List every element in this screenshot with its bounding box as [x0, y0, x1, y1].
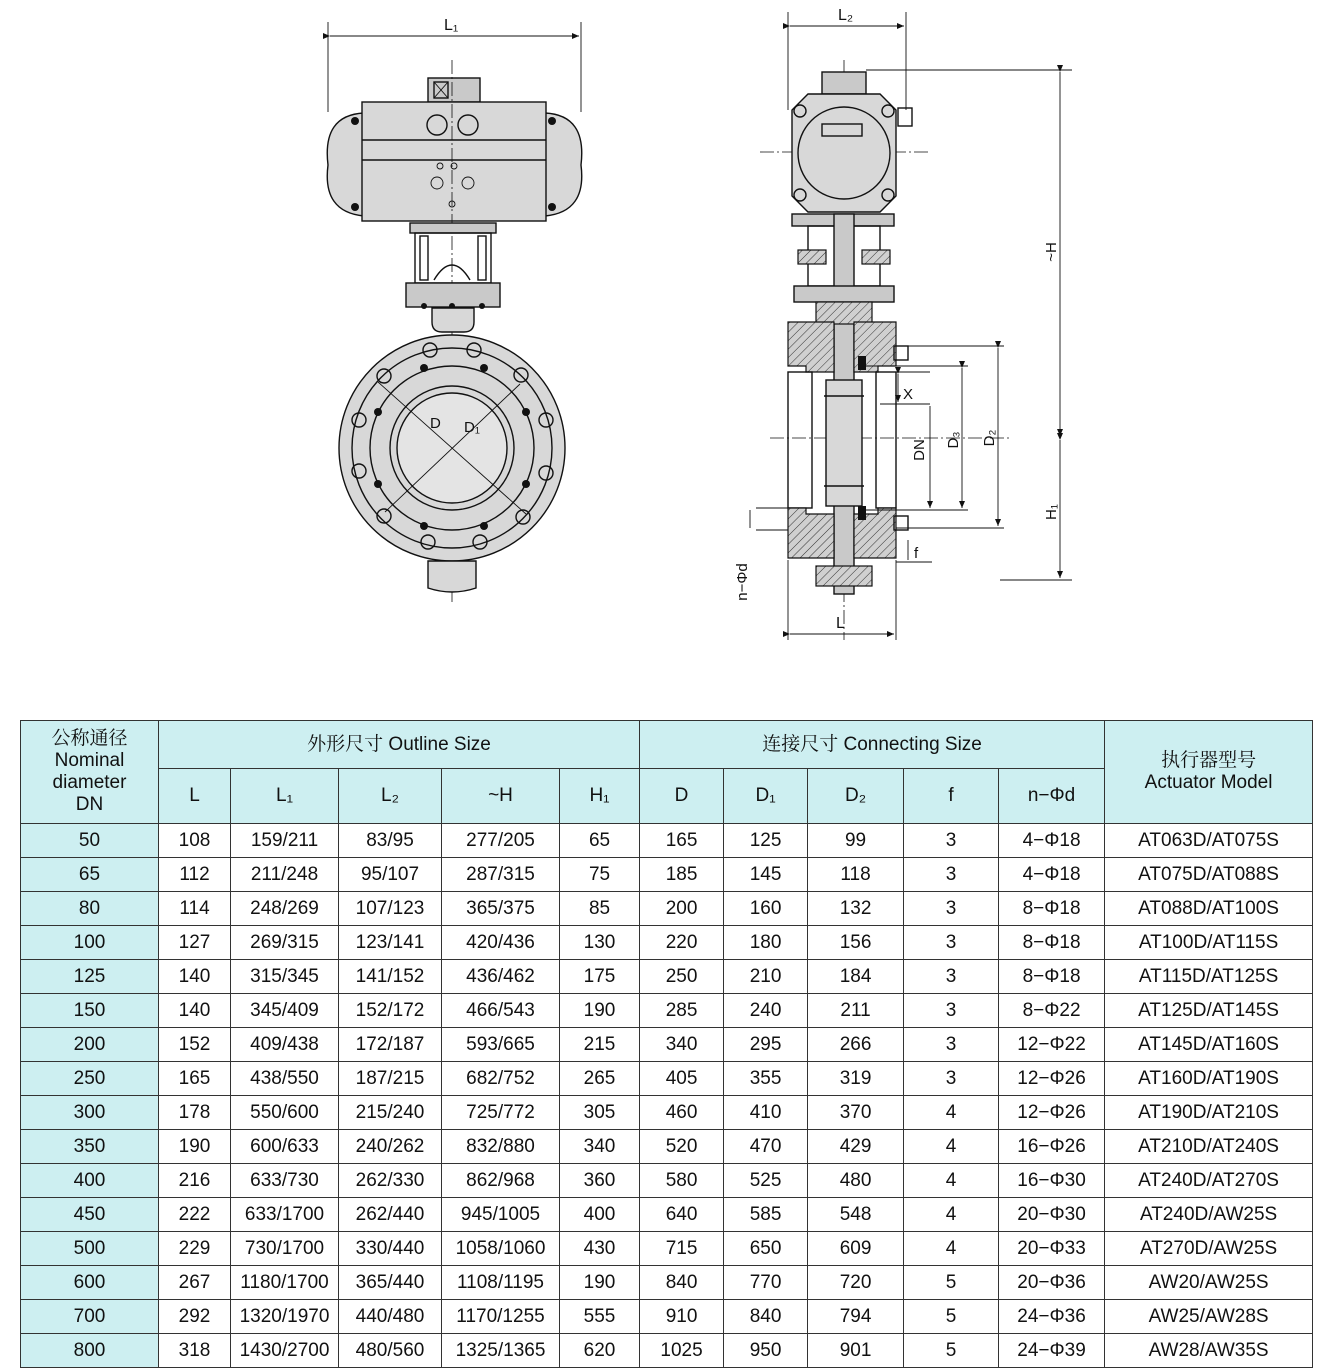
table-row: [21, 1300, 1313, 1334]
column-header-h: ~H: [442, 769, 560, 824]
cell-h1: 360: [560, 1164, 640, 1198]
cell-l2: 215/240: [339, 1096, 442, 1130]
cell-l: 127: [159, 926, 231, 960]
cell-d: 220: [640, 926, 724, 960]
dimension-spec-table: [20, 720, 1313, 1368]
cell-l2: 330/440: [339, 1232, 442, 1266]
cell-d: 910: [640, 1300, 724, 1334]
cell-n-phi-d: 12−Φ26: [999, 1096, 1105, 1130]
cell-d1: 240: [724, 994, 808, 1028]
cell-f: 4: [904, 1198, 999, 1232]
header-nominal-diameter: 公称通径 Nominal diameter DN: [21, 721, 159, 824]
cell-h1: 555: [560, 1300, 640, 1334]
cell-l: 216: [159, 1164, 231, 1198]
cell-actuator-model: AT145D/AT160S: [1105, 1028, 1313, 1062]
cell-actuator-model: AT240D/AW25S: [1105, 1198, 1313, 1232]
cell-dn: 50: [21, 824, 159, 858]
table-row: [21, 1096, 1313, 1130]
cell-h: 365/375: [442, 892, 560, 926]
cell-d: 460: [640, 1096, 724, 1130]
cell-dn: 350: [21, 1130, 159, 1164]
cell-d1: 295: [724, 1028, 808, 1062]
dim-label-l2: L₂: [838, 7, 854, 24]
cell-actuator-model: AT115D/AT125S: [1105, 960, 1313, 994]
cell-h: 725/772: [442, 1096, 560, 1130]
dim-label-dn: DN: [911, 439, 928, 461]
cell-l: 267: [159, 1266, 231, 1300]
cell-dn: 400: [21, 1164, 159, 1198]
cell-d: 520: [640, 1130, 724, 1164]
dim-label-l1: L₁: [444, 17, 459, 34]
dim-label-f: f: [914, 545, 919, 562]
cell-l1: 315/345: [231, 960, 339, 994]
cell-dn: 200: [21, 1028, 159, 1062]
table-row: [21, 994, 1313, 1028]
cell-d2: 184: [808, 960, 904, 994]
cell-n-phi-d: 24−Φ39: [999, 1334, 1105, 1368]
cell-h1: 65: [560, 824, 640, 858]
cell-l2: 123/141: [339, 926, 442, 960]
cell-h: 945/1005: [442, 1198, 560, 1232]
cell-d1: 125: [724, 824, 808, 858]
cell-d: 640: [640, 1198, 724, 1232]
cell-f: 3: [904, 824, 999, 858]
table-row: [21, 892, 1313, 926]
dim-label-nd: n−Φd: [734, 563, 751, 601]
cell-dn: 300: [21, 1096, 159, 1130]
cell-h: 832/880: [442, 1130, 560, 1164]
cell-n-phi-d: 8−Φ18: [999, 892, 1105, 926]
cell-l2: 262/440: [339, 1198, 442, 1232]
cell-actuator-model: AT088D/AT100S: [1105, 892, 1313, 926]
cell-actuator-model: AW20/AW25S: [1105, 1266, 1313, 1300]
cell-l: 140: [159, 994, 231, 1028]
dim-label-x: X: [903, 386, 914, 403]
cell-dn: 450: [21, 1198, 159, 1232]
cell-f: 5: [904, 1300, 999, 1334]
cell-d2: 266: [808, 1028, 904, 1062]
cell-h1: 175: [560, 960, 640, 994]
cell-d2: 901: [808, 1334, 904, 1368]
cell-n-phi-d: 16−Φ26: [999, 1130, 1105, 1164]
cell-l: 318: [159, 1334, 231, 1368]
cell-d: 1025: [640, 1334, 724, 1368]
cell-h: 1170/1255: [442, 1300, 560, 1334]
cell-l1: 633/1700: [231, 1198, 339, 1232]
cell-l2: 141/152: [339, 960, 442, 994]
column-header-d2: D₂: [808, 769, 904, 824]
cell-d2: 156: [808, 926, 904, 960]
cell-d2: 132: [808, 892, 904, 926]
cell-l2: 440/480: [339, 1300, 442, 1334]
cell-n-phi-d: 8−Φ18: [999, 960, 1105, 994]
column-header-l1: L₁: [231, 769, 339, 824]
cell-d2: 211: [808, 994, 904, 1028]
cell-h1: 340: [560, 1130, 640, 1164]
cell-d2: 370: [808, 1096, 904, 1130]
table-row: [21, 1198, 1313, 1232]
cell-h: 682/752: [442, 1062, 560, 1096]
table-row: [21, 960, 1313, 994]
cell-l2: 172/187: [339, 1028, 442, 1062]
dim-label-d1: D₁: [464, 419, 480, 436]
cell-dn: 100: [21, 926, 159, 960]
cell-l: 152: [159, 1028, 231, 1062]
cell-n-phi-d: 24−Φ36: [999, 1300, 1105, 1334]
cell-l1: 1180/1700: [231, 1266, 339, 1300]
cell-h1: 75: [560, 858, 640, 892]
cell-d1: 160: [724, 892, 808, 926]
cell-h1: 265: [560, 1062, 640, 1096]
cell-d: 405: [640, 1062, 724, 1096]
column-header-d1: D₁: [724, 769, 808, 824]
header-connecting-size: 连接尺寸 Connecting Size: [640, 721, 1105, 769]
cell-n-phi-d: 12−Φ26: [999, 1062, 1105, 1096]
cell-d2: 720: [808, 1266, 904, 1300]
cell-l1: 1430/2700: [231, 1334, 339, 1368]
cell-d: 185: [640, 858, 724, 892]
header-actuator-model: 执行器型号 Actuator Model: [1105, 721, 1313, 824]
cell-l: 178: [159, 1096, 231, 1130]
cell-h1: 430: [560, 1232, 640, 1266]
cell-h1: 190: [560, 1266, 640, 1300]
cell-l: 165: [159, 1062, 231, 1096]
cell-dn: 700: [21, 1300, 159, 1334]
cell-f: 5: [904, 1266, 999, 1300]
cell-l2: 365/440: [339, 1266, 442, 1300]
cell-l: 292: [159, 1300, 231, 1334]
column-header-n-phi-d: n−Φd: [999, 769, 1105, 824]
cell-n-phi-d: 8−Φ22: [999, 994, 1105, 1028]
cell-dn: 150: [21, 994, 159, 1028]
column-header-h1: H₁: [560, 769, 640, 824]
cell-d: 250: [640, 960, 724, 994]
cell-l2: 262/330: [339, 1164, 442, 1198]
table-row: [21, 1164, 1313, 1198]
cell-f: 4: [904, 1232, 999, 1266]
dim-label-h1: H₁: [1043, 504, 1060, 520]
cell-d2: 609: [808, 1232, 904, 1266]
cell-actuator-model: AW25/AW28S: [1105, 1300, 1313, 1334]
cell-h: 1325/1365: [442, 1334, 560, 1368]
cell-l: 190: [159, 1130, 231, 1164]
cell-dn: 125: [21, 960, 159, 994]
cell-f: 3: [904, 960, 999, 994]
cell-actuator-model: AT100D/AT115S: [1105, 926, 1313, 960]
cell-l: 114: [159, 892, 231, 926]
cell-d2: 548: [808, 1198, 904, 1232]
cell-l1: 409/438: [231, 1028, 339, 1062]
cell-f: 3: [904, 858, 999, 892]
cell-h: 1108/1195: [442, 1266, 560, 1300]
dim-label-h: ~H: [1043, 242, 1060, 262]
front-view: [327, 17, 582, 605]
cell-l1: 730/1700: [231, 1232, 339, 1266]
cell-d1: 770: [724, 1266, 808, 1300]
table-row: [21, 824, 1313, 858]
cell-l: 222: [159, 1198, 231, 1232]
cell-f: 3: [904, 892, 999, 926]
dim-label-d: D: [430, 415, 441, 432]
cell-h1: 190: [560, 994, 640, 1028]
cell-l1: 248/269: [231, 892, 339, 926]
cell-f: 4: [904, 1164, 999, 1198]
table-row: [21, 1334, 1313, 1368]
side-view: [734, 7, 1072, 640]
column-header-l2: L₂: [339, 769, 442, 824]
cell-h1: 215: [560, 1028, 640, 1062]
column-header-l: L: [159, 769, 231, 824]
cell-f: 3: [904, 1062, 999, 1096]
cell-l1: 159/211: [231, 824, 339, 858]
cell-h: 277/205: [442, 824, 560, 858]
cell-l1: 600/633: [231, 1130, 339, 1164]
cell-h1: 620: [560, 1334, 640, 1368]
cell-l2: 187/215: [339, 1062, 442, 1096]
table-body: [21, 824, 1313, 1368]
header-outline-size: 外形尺寸 Outline Size: [159, 721, 640, 769]
cell-d2: 794: [808, 1300, 904, 1334]
cell-d1: 180: [724, 926, 808, 960]
cell-dn: 80: [21, 892, 159, 926]
cell-h1: 85: [560, 892, 640, 926]
cell-d2: 429: [808, 1130, 904, 1164]
cell-d1: 355: [724, 1062, 808, 1096]
cell-n-phi-d: 12−Φ22: [999, 1028, 1105, 1062]
cell-h1: 305: [560, 1096, 640, 1130]
cell-d: 165: [640, 824, 724, 858]
cell-l2: 83/95: [339, 824, 442, 858]
cell-d2: 319: [808, 1062, 904, 1096]
cell-n-phi-d: 20−Φ33: [999, 1232, 1105, 1266]
cell-n-phi-d: 4−Φ18: [999, 824, 1105, 858]
cell-dn: 500: [21, 1232, 159, 1266]
cell-n-phi-d: 8−Φ18: [999, 926, 1105, 960]
cell-d: 840: [640, 1266, 724, 1300]
cell-l1: 269/315: [231, 926, 339, 960]
cell-n-phi-d: 20−Φ36: [999, 1266, 1105, 1300]
cell-n-phi-d: 4−Φ18: [999, 858, 1105, 892]
table-row: [21, 1232, 1313, 1266]
cell-d: 200: [640, 892, 724, 926]
cell-h: 1058/1060: [442, 1232, 560, 1266]
cell-l2: 480/560: [339, 1334, 442, 1368]
cell-dn: 800: [21, 1334, 159, 1368]
cell-d1: 840: [724, 1300, 808, 1334]
cell-dn: 600: [21, 1266, 159, 1300]
cell-f: 5: [904, 1334, 999, 1368]
cell-l: 108: [159, 824, 231, 858]
cell-actuator-model: AW28/AW35S: [1105, 1334, 1313, 1368]
cell-actuator-model: AT270D/AW25S: [1105, 1232, 1313, 1266]
cell-d1: 525: [724, 1164, 808, 1198]
cell-d1: 585: [724, 1198, 808, 1232]
cell-d1: 210: [724, 960, 808, 994]
cell-h: 436/462: [442, 960, 560, 994]
cell-l2: 107/123: [339, 892, 442, 926]
cell-h: 593/665: [442, 1028, 560, 1062]
cell-n-phi-d: 20−Φ30: [999, 1198, 1105, 1232]
cell-f: 3: [904, 994, 999, 1028]
column-header-f: f: [904, 769, 999, 824]
table-row: [21, 1028, 1313, 1062]
cell-f: 4: [904, 1130, 999, 1164]
cell-d2: 118: [808, 858, 904, 892]
cell-l: 229: [159, 1232, 231, 1266]
cell-actuator-model: AT063D/AT075S: [1105, 824, 1313, 858]
table-row: [21, 1130, 1313, 1164]
cell-d2: 480: [808, 1164, 904, 1198]
cell-l: 140: [159, 960, 231, 994]
cell-l1: 438/550: [231, 1062, 339, 1096]
cell-l2: 95/107: [339, 858, 442, 892]
cell-f: 3: [904, 926, 999, 960]
cell-d1: 650: [724, 1232, 808, 1266]
cell-dn: 250: [21, 1062, 159, 1096]
cell-h: 420/436: [442, 926, 560, 960]
cell-l1: 633/730: [231, 1164, 339, 1198]
cell-actuator-model: AT160D/AT190S: [1105, 1062, 1313, 1096]
dim-label-d3: D₃: [945, 431, 962, 449]
cell-h1: 400: [560, 1198, 640, 1232]
table-row: [21, 1062, 1313, 1096]
dim-label-d2: D₂: [981, 429, 998, 447]
cell-l1: 550/600: [231, 1096, 339, 1130]
cell-f: 4: [904, 1096, 999, 1130]
cell-f: 3: [904, 1028, 999, 1062]
cell-actuator-model: AT210D/AT240S: [1105, 1130, 1313, 1164]
cell-l1: 345/409: [231, 994, 339, 1028]
column-header-d: D: [640, 769, 724, 824]
cell-n-phi-d: 16−Φ30: [999, 1164, 1105, 1198]
cell-l1: 1320/1970: [231, 1300, 339, 1334]
cell-h: 287/315: [442, 858, 560, 892]
cell-d: 580: [640, 1164, 724, 1198]
cell-d1: 410: [724, 1096, 808, 1130]
table-row: [21, 926, 1313, 960]
cell-actuator-model: AT125D/AT145S: [1105, 994, 1313, 1028]
cell-d1: 470: [724, 1130, 808, 1164]
cell-l2: 240/262: [339, 1130, 442, 1164]
cell-h1: 130: [560, 926, 640, 960]
cell-l: 112: [159, 858, 231, 892]
cell-h: 466/543: [442, 994, 560, 1028]
cell-d: 340: [640, 1028, 724, 1062]
cell-d1: 145: [724, 858, 808, 892]
dim-label-l: L: [836, 615, 845, 632]
cell-actuator-model: AT240D/AT270S: [1105, 1164, 1313, 1198]
cell-actuator-model: AT075D/AT088S: [1105, 858, 1313, 892]
table-row: [21, 1266, 1313, 1300]
cell-d: 285: [640, 994, 724, 1028]
cell-l2: 152/172: [339, 994, 442, 1028]
cell-h: 862/968: [442, 1164, 560, 1198]
cell-d1: 950: [724, 1334, 808, 1368]
table-row: [21, 858, 1313, 892]
cell-actuator-model: AT190D/AT210S: [1105, 1096, 1313, 1130]
cell-d: 715: [640, 1232, 724, 1266]
cell-l1: 211/248: [231, 858, 339, 892]
cell-d2: 99: [808, 824, 904, 858]
cell-dn: 65: [21, 858, 159, 892]
